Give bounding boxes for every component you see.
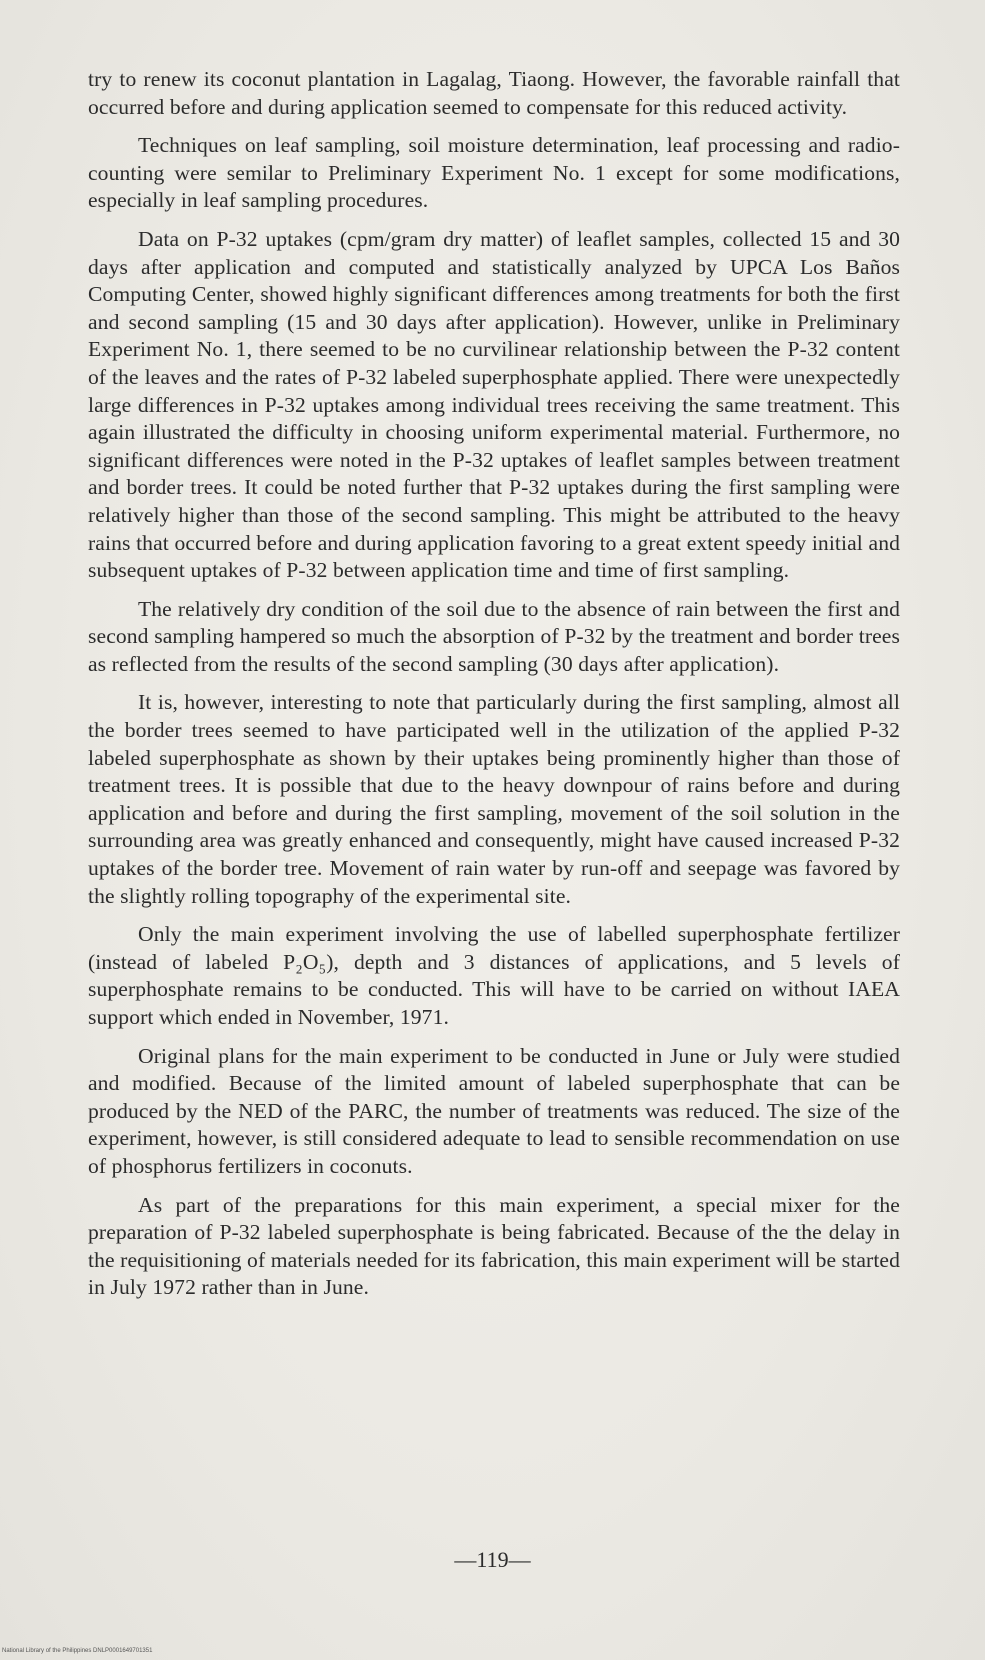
body-text bbox=[88, 66, 900, 1313]
paragraph-5: It is, however, interesting to note that particularly during the first sampling, almost all the border trees seemed to have participated well in the utilization of the applied P-32 labeled superphosphate as shown by their uptakes being prominently higher than those of treatment trees. It is possible that due to the heavy downpour of rains before and during application and before and during the first sampling, movement of the soil solution in the surrounding area was greatly enhanced and consequently, might have caused increased P-32 uptakes of the border tree. Movement of rain water by run-off and seepage was favored by the slightly rolling topography of the experimental site. bbox=[88, 690, 900, 908]
paragraph-7: Original plans for the main experiment to be conducted in June or July were studied and modified. Because of the limited amount of labeled superphosphate that can be produced by the NED of the PARC, the number of treatments was reduced. The size of the experiment, however, is still considered adequate to lead to sensible recommendation on use of phosphorus fertilizers in coconuts. bbox=[88, 1043, 900, 1178]
paragraph-4: The relatively dry condition of the soil due to the absence of rain between the first and second sampling hampered so much the absorption of P-32 by the treatment and border trees as reflected from the results of the second sampling (30 days after application). bbox=[88, 596, 900, 676]
page-number: —119— bbox=[454, 1547, 531, 1572]
paragraph-2: Techniques on leaf sampling, soil moisture determination, leaf processing and radio-counting were semilar to Preliminary Experiment No. 1 except for some modifications, especially in leaf sampling procedures. bbox=[88, 133, 900, 213]
library-stamp: National Library of the Philippines DNLP0001649701351 bbox=[2, 1648, 153, 1654]
paragraph-8: As part of the preparations for this main experiment, a special mixer for the preparation of P-32 labeled superphosphate is being fabricated. Because of the the delay in the requisitioning of materials needed for its fabrication, this main experiment will be started in July 1972 rather than in June. bbox=[88, 1192, 900, 1300]
paragraph-6: Only the main experiment involving the use of labelled superphosphate fertilizer (instead of labeled P₂O₅), depth and 3 distances of applications, and 5 levels of superphosphate remains to be conducted. This will have to be carried on without IAEA support which ended in November, 1971. bbox=[88, 922, 900, 1029]
paragraph-3: Data on P-32 uptakes (cpm/gram dry matter) of leaflet samples, collected 15 and 30 days after application and computed and statistically analyzed by UPCA Los Baños Computing Center, showed highly significant differences among treatments for both the first and second sampling (15 and 30 days after application). However, unlike in Preliminary Experiment No. 1, there seemed to be no curvilinear relationship between the P-32 content of the leaves and the rates of P-32 labeled superphosphate applied. There were unexpectedly large differences in P-32 uptakes among individual trees receiving the same treatment. This again illustrated the difficulty in choosing uniform experimental material. Furthermore, no significant differences were noted in the P-32 uptakes of leaflet samples between treatment and border trees. It could be noted further that P-32 uptakes during the first sampling were relatively higher than those of the second sampling. This might be attributed to the heavy rains that occurred before and during application favoring to a great extent speedy initial and subsequent uptakes of P-32 between application time and time of first sampling. bbox=[88, 226, 900, 583]
paragraph-1: try to renew its coconut plantation in Lagalag, Tiaong. However, the favorable rainfall that occurred before and during application seemed to compensate for this reduced activity. bbox=[88, 67, 900, 119]
